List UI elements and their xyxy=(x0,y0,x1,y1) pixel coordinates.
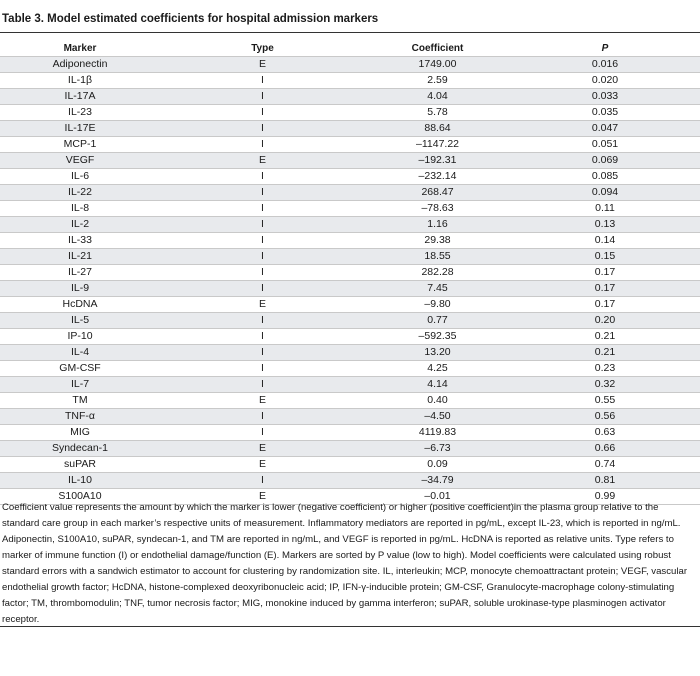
cell-coefficient: 282.28 xyxy=(365,265,510,281)
cell-coefficient: –4.50 xyxy=(365,409,510,425)
cell-type: E xyxy=(160,153,365,169)
table-row xyxy=(0,169,700,185)
table-row xyxy=(0,457,700,473)
cell-p-value: 0.32 xyxy=(510,377,700,393)
table-title xyxy=(2,12,698,26)
header-marker: Marker xyxy=(63,42,97,54)
cell-marker: IL-8 xyxy=(0,201,160,217)
cell-marker: S100A10 xyxy=(0,489,160,505)
cell-p-value: 0.11 xyxy=(510,201,700,217)
table-row xyxy=(0,297,700,313)
cell-p-value: 0.17 xyxy=(510,281,700,297)
cell-p-value: 0.094 xyxy=(510,185,700,201)
cell-p-value: 0.069 xyxy=(510,153,700,169)
table-row xyxy=(0,201,700,217)
cell-coefficient: 1749.00 xyxy=(365,57,510,73)
cell-marker: IL-21 xyxy=(0,249,160,265)
table-footnote: Coefficient value represents the amount by which the marker is lower (negative coefficient) or higher (positive coefficient)in the plasma group relative to the standard care group in each marker’s respective units of measurement. Inflammatory mediators are reported in pg/mL, except IL-23, which is reported in ng/mL. Adiponectin, S100A10, suPAR, syndecan-1, and TM are reported in ng/mL, and VEGF is reported in pg/mL. HcDNA is reported as relative units. Type refers to marker of immune function (I) or endothelial damage/function (E). Markers are sorted by P value (low to high). Model coefficients were calculated using robust standard errors with a sandwich estimator to account for clustering by randomization site. IL, interleukin; MCP, monocyte chemoattractant protein; VEGF, vascular endothelial growth factor; HcDNA, histone-complexed deoxyribonucleic acid; IP, IFN-γ-inducible protein; GM-CSF, Granulocyte-macrophage colony-stimulating factor; TM, thrombomodulin; TNF, tumor necrosis factor; MIG, monokine induced by gamma interferon; suPAR, soluble urokinase-type plasminogen activator receptor. xyxy=(2,502,688,625)
cell-marker: IL-23 xyxy=(0,105,160,121)
cell-p-value: 0.085 xyxy=(510,169,700,185)
cell-coefficient: 18.55 xyxy=(365,249,510,265)
cell-marker: IL-6 xyxy=(0,169,160,185)
cell-type: E xyxy=(160,441,365,457)
cell-coefficient: 5.78 xyxy=(365,105,510,121)
cell-type: E xyxy=(160,57,365,73)
table-row xyxy=(0,137,700,153)
cell-type: I xyxy=(160,121,365,137)
cell-p-value: 0.047 xyxy=(510,121,700,137)
cell-type: I xyxy=(160,377,365,393)
table-row xyxy=(0,217,700,233)
cell-p-value: 0.74 xyxy=(510,457,700,473)
table-row xyxy=(0,153,700,169)
cell-p-value: 0.23 xyxy=(510,361,700,377)
cell-type: I xyxy=(160,265,365,281)
table-row xyxy=(0,121,700,137)
cell-coefficient: 268.47 xyxy=(365,185,510,201)
table-row xyxy=(0,329,700,345)
cell-marker: IL-2 xyxy=(0,217,160,233)
cell-coefficient: 0.40 xyxy=(365,393,510,409)
cell-p-value: 0.81 xyxy=(510,473,700,489)
cell-coefficient: 4.25 xyxy=(365,361,510,377)
cell-type: I xyxy=(160,361,365,377)
cell-coefficient: 4.04 xyxy=(365,89,510,105)
table-row xyxy=(0,105,700,121)
cell-marker: IL-5 xyxy=(0,313,160,329)
cell-coefficient: –0.01 xyxy=(365,489,510,505)
cell-coefficient: –232.14 xyxy=(365,169,510,185)
table-row xyxy=(0,409,700,425)
table-row xyxy=(0,393,700,409)
cell-marker: IL-1β xyxy=(0,73,160,89)
cell-type: I xyxy=(160,89,365,105)
cell-type: E xyxy=(160,489,365,505)
cell-marker: TM xyxy=(0,393,160,409)
cell-p-value: 0.21 xyxy=(510,345,700,361)
cell-p-value: 0.051 xyxy=(510,137,700,153)
cell-p-value: 0.020 xyxy=(510,73,700,89)
table-body xyxy=(0,57,700,505)
cell-type: E xyxy=(160,393,365,409)
cell-type: I xyxy=(160,185,365,201)
cell-marker: IL-7 xyxy=(0,377,160,393)
cell-p-value: 0.14 xyxy=(510,233,700,249)
cell-coefficient: 29.38 xyxy=(365,233,510,249)
table-row xyxy=(0,233,700,249)
cell-type: I xyxy=(160,313,365,329)
cell-coefficient: –6.73 xyxy=(365,441,510,457)
cell-marker: IL-27 xyxy=(0,265,160,281)
table-row xyxy=(0,473,700,489)
cell-coefficient: 0.77 xyxy=(365,313,510,329)
header-row xyxy=(0,40,700,57)
cell-p-value: 0.20 xyxy=(510,313,700,329)
cell-coefficient: –592.35 xyxy=(365,329,510,345)
table-row xyxy=(0,441,700,457)
cell-marker: IL-4 xyxy=(0,345,160,361)
bottom-rule xyxy=(0,626,700,627)
table-row xyxy=(0,89,700,105)
cell-p-value: 0.15 xyxy=(510,249,700,265)
cell-coefficient: 1.16 xyxy=(365,217,510,233)
cell-p-value: 0.63 xyxy=(510,425,700,441)
table-row xyxy=(0,377,700,393)
cell-p-value: 0.17 xyxy=(510,265,700,281)
cell-marker: Syndecan-1 xyxy=(0,441,160,457)
cell-marker: IP-10 xyxy=(0,329,160,345)
cell-coefficient: 0.09 xyxy=(365,457,510,473)
cell-type: I xyxy=(160,217,365,233)
cell-p-value: 0.17 xyxy=(510,297,700,313)
cell-coefficient: 4119.83 xyxy=(365,425,510,441)
cell-coefficient: –34.79 xyxy=(365,473,510,489)
header-coefficient: Coefficient xyxy=(411,42,464,54)
cell-marker: TNF-α xyxy=(0,409,160,425)
cell-p-value: 0.66 xyxy=(510,441,700,457)
table-row xyxy=(0,185,700,201)
cell-p-value: 0.55 xyxy=(510,393,700,409)
cell-marker: HcDNA xyxy=(0,297,160,313)
cell-marker: MCP-1 xyxy=(0,137,160,153)
cell-marker: IL-17A xyxy=(0,89,160,105)
table-row xyxy=(0,281,700,297)
table-caption: . Model estimated coefficients for hospital admission markers xyxy=(40,13,379,25)
cell-type: I xyxy=(160,73,365,89)
table-label: Table 3 xyxy=(2,13,41,25)
cell-type: I xyxy=(160,329,365,345)
cell-p-value: 0.016 xyxy=(510,57,700,73)
table-row xyxy=(0,249,700,265)
cell-type: I xyxy=(160,473,365,489)
cell-coefficient: –192.31 xyxy=(365,153,510,169)
cell-marker: MIG xyxy=(0,425,160,441)
cell-type: I xyxy=(160,201,365,217)
cell-coefficient: –9.80 xyxy=(365,297,510,313)
cell-type: I xyxy=(160,137,365,153)
table-row xyxy=(0,361,700,377)
cell-coefficient: –78.63 xyxy=(365,201,510,217)
cell-marker: suPAR xyxy=(0,457,160,473)
cell-type: I xyxy=(160,233,365,249)
table-row xyxy=(0,345,700,361)
cell-p-value: 0.033 xyxy=(510,89,700,105)
table-row xyxy=(0,73,700,89)
table-row xyxy=(0,265,700,281)
cell-coefficient: 88.64 xyxy=(365,121,510,137)
header-type: Type xyxy=(251,42,274,54)
cell-type: I xyxy=(160,345,365,361)
cell-coefficient: 2.59 xyxy=(365,73,510,89)
cell-p-value: 0.56 xyxy=(510,409,700,425)
table-row xyxy=(0,425,700,441)
cell-marker: GM-CSF xyxy=(0,361,160,377)
cell-marker: IL-10 xyxy=(0,473,160,489)
cell-type: E xyxy=(160,457,365,473)
cell-type: I xyxy=(160,249,365,265)
cell-coefficient: 13.20 xyxy=(365,345,510,361)
table-row xyxy=(0,313,700,329)
cell-type: I xyxy=(160,409,365,425)
cell-type: I xyxy=(160,281,365,297)
table-row xyxy=(0,57,700,73)
cell-coefficient: 4.14 xyxy=(365,377,510,393)
cell-coefficient: 7.45 xyxy=(365,281,510,297)
top-rule xyxy=(0,32,700,33)
cell-marker: IL-33 xyxy=(0,233,160,249)
header-p-value: P xyxy=(601,42,609,54)
cell-p-value: 0.99 xyxy=(510,489,700,505)
cell-type: I xyxy=(160,169,365,185)
cell-p-value: 0.035 xyxy=(510,105,700,121)
coefficients-table xyxy=(0,40,700,505)
cell-marker: IL-22 xyxy=(0,185,160,201)
cell-p-value: 0.21 xyxy=(510,329,700,345)
cell-marker: Adiponectin xyxy=(0,57,160,73)
cell-type: I xyxy=(160,105,365,121)
cell-type: I xyxy=(160,425,365,441)
cell-type: E xyxy=(160,297,365,313)
cell-marker: IL-17E xyxy=(0,121,160,137)
cell-p-value: 0.13 xyxy=(510,217,700,233)
cell-marker: VEGF xyxy=(0,153,160,169)
cell-coefficient: –1147.22 xyxy=(365,137,510,153)
cell-marker: IL-9 xyxy=(0,281,160,297)
